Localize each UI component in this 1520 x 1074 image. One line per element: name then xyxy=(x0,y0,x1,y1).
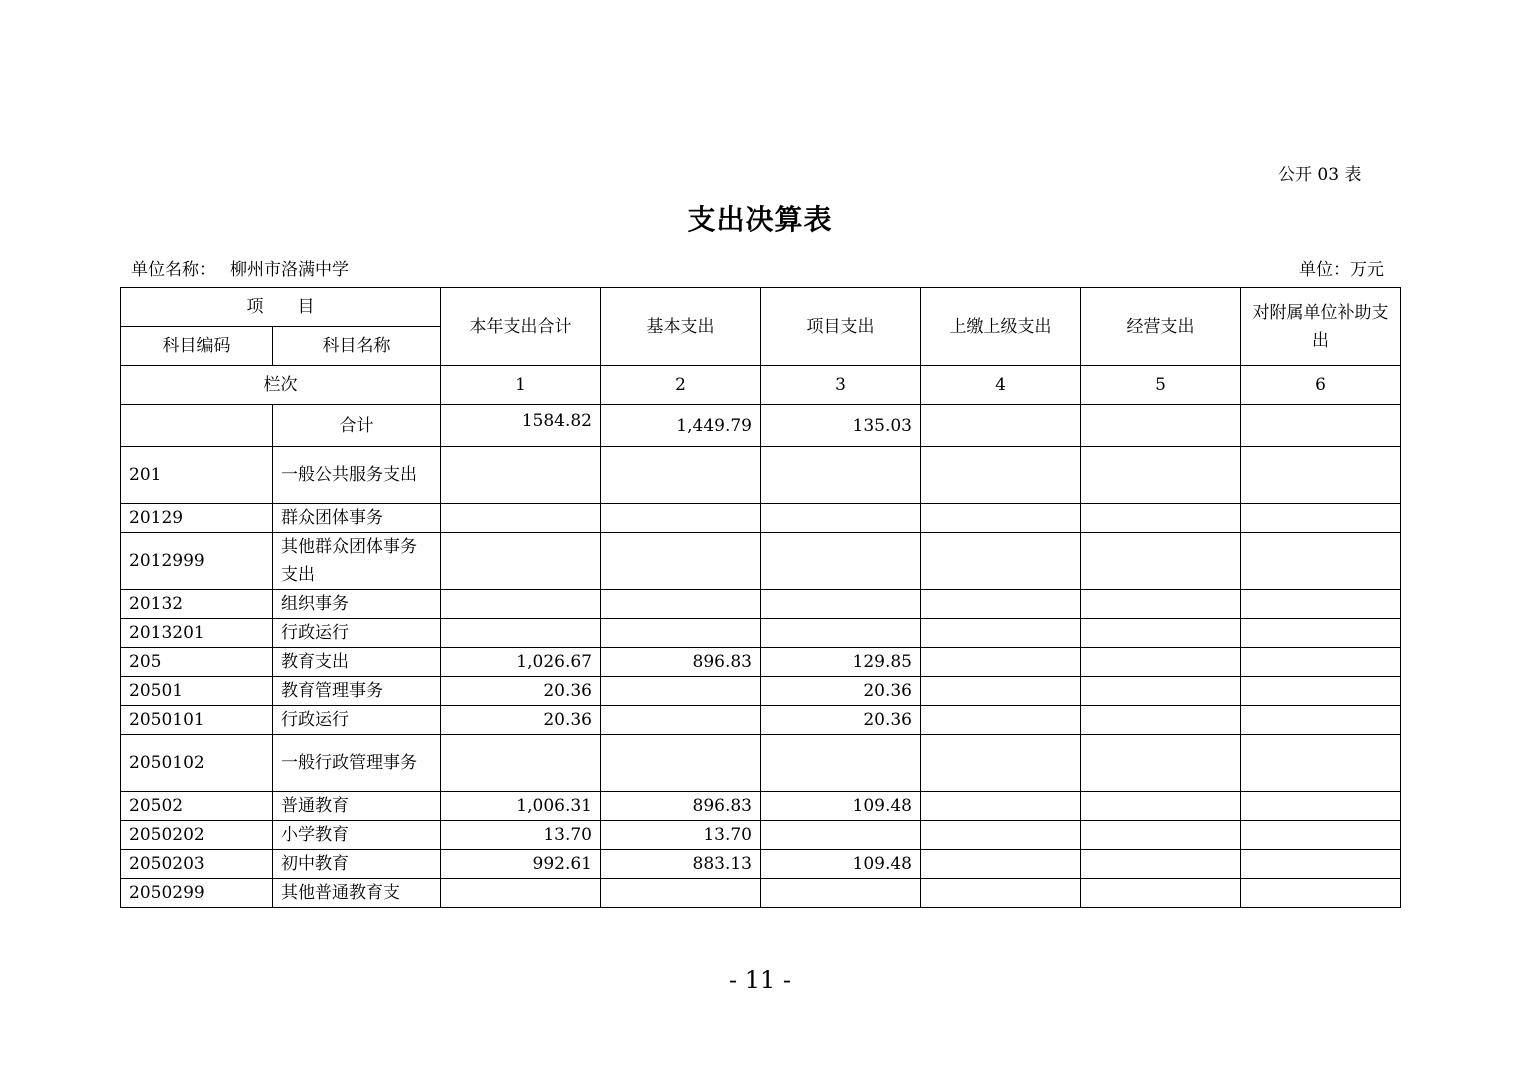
header-subject-name: 科目名称 xyxy=(273,327,441,366)
row-upper xyxy=(921,447,1081,504)
row-upper xyxy=(921,619,1081,648)
expenditure-table xyxy=(120,287,1401,908)
row-business xyxy=(1081,735,1241,792)
table-row xyxy=(121,735,1401,792)
table-row xyxy=(121,447,1401,504)
table-row xyxy=(121,792,1401,821)
table-row xyxy=(121,879,1401,908)
row-code: 2050202 xyxy=(121,821,273,850)
col-num-2: 2 xyxy=(601,366,761,405)
row-code: 2050102 xyxy=(121,735,273,792)
table-row xyxy=(121,677,1401,706)
row-name: 其他普通教育支 xyxy=(273,879,441,908)
row-project: 20.36 xyxy=(761,706,921,735)
row-business xyxy=(1081,533,1241,590)
row-code: 20501 xyxy=(121,677,273,706)
row-basic xyxy=(601,879,761,908)
row-basic xyxy=(601,447,761,504)
row-name: 教育支出 xyxy=(273,648,441,677)
total-sum: 1584.82 xyxy=(441,405,601,447)
row-subsidy xyxy=(1241,677,1401,706)
row-upper xyxy=(921,533,1081,590)
row-name: 一般公共服务支出 xyxy=(273,447,441,504)
row-business xyxy=(1081,706,1241,735)
row-subsidy xyxy=(1241,533,1401,590)
col-num-3: 3 xyxy=(761,366,921,405)
row-business xyxy=(1081,821,1241,850)
row-business xyxy=(1081,850,1241,879)
row-subsidy xyxy=(1241,504,1401,533)
row-total: 20.36 xyxy=(441,706,601,735)
row-business xyxy=(1081,590,1241,619)
row-basic: 13.70 xyxy=(601,821,761,850)
row-subsidy xyxy=(1241,821,1401,850)
row-project xyxy=(761,590,921,619)
row-total: 13.70 xyxy=(441,821,601,850)
row-project xyxy=(761,619,921,648)
row-upper xyxy=(921,648,1081,677)
row-total: 1,026.67 xyxy=(441,648,601,677)
total-label: 合计 xyxy=(273,405,441,447)
row-basic xyxy=(601,533,761,590)
row-basic xyxy=(601,619,761,648)
row-code: 2013201 xyxy=(121,619,273,648)
header-column-index: 栏次 xyxy=(121,366,441,405)
row-upper xyxy=(921,821,1081,850)
table-row xyxy=(121,706,1401,735)
page-title: 支出决算表 xyxy=(687,203,833,236)
table-row xyxy=(121,504,1401,533)
row-project xyxy=(761,821,921,850)
row-code: 2012999 xyxy=(121,533,273,590)
page-number: - 11 - xyxy=(728,966,791,994)
row-code: 20132 xyxy=(121,590,273,619)
row-code: 2050203 xyxy=(121,850,273,879)
row-name: 其他群众团体事务支出 xyxy=(273,533,441,590)
row-name: 行政运行 xyxy=(273,706,441,735)
row-name: 一般行政管理事务 xyxy=(273,735,441,792)
row-name: 普通教育 xyxy=(273,792,441,821)
row-total xyxy=(441,735,601,792)
row-code: 201 xyxy=(121,447,273,504)
row-upper xyxy=(921,879,1081,908)
table-row xyxy=(121,821,1401,850)
table-row xyxy=(121,590,1401,619)
row-business xyxy=(1081,648,1241,677)
row-code: 2050101 xyxy=(121,706,273,735)
row-total xyxy=(441,447,601,504)
row-basic xyxy=(601,504,761,533)
row-basic xyxy=(601,735,761,792)
row-name: 初中教育 xyxy=(273,850,441,879)
row-project xyxy=(761,735,921,792)
col-num-1: 1 xyxy=(441,366,601,405)
row-name: 小学教育 xyxy=(273,821,441,850)
row-project xyxy=(761,533,921,590)
row-subsidy xyxy=(1241,850,1401,879)
header-total: 本年支出合计 xyxy=(441,288,601,366)
header-subsidy: 对附属单位补助支出 xyxy=(1241,288,1401,366)
total-business xyxy=(1081,405,1241,447)
row-subsidy xyxy=(1241,735,1401,792)
row-upper xyxy=(921,735,1081,792)
row-basic: 883.13 xyxy=(601,850,761,879)
table-row xyxy=(121,648,1401,677)
row-code: 20129 xyxy=(121,504,273,533)
row-project: 109.48 xyxy=(761,792,921,821)
row-business xyxy=(1081,792,1241,821)
row-basic xyxy=(601,706,761,735)
row-subsidy xyxy=(1241,706,1401,735)
header-project: 项目支出 xyxy=(761,288,921,366)
row-project xyxy=(761,447,921,504)
row-project xyxy=(761,879,921,908)
table-row xyxy=(121,850,1401,879)
header-business: 经营支出 xyxy=(1081,288,1241,366)
col-num-5: 5 xyxy=(1081,366,1241,405)
row-basic xyxy=(601,590,761,619)
row-total xyxy=(441,619,601,648)
unit-name-label: 单位名称： xyxy=(131,260,216,280)
row-basic: 896.83 xyxy=(601,648,761,677)
header-subject-code: 科目编码 xyxy=(121,327,273,366)
row-code: 205 xyxy=(121,648,273,677)
row-upper xyxy=(921,792,1081,821)
total-basic: 1,449.79 xyxy=(601,405,761,447)
row-name: 行政运行 xyxy=(273,619,441,648)
row-total: 20.36 xyxy=(441,677,601,706)
row-business xyxy=(1081,677,1241,706)
unit-name-value: 柳州市洛满中学 xyxy=(230,260,349,280)
currency-unit: 单位：万元 xyxy=(1299,260,1384,280)
row-subsidy xyxy=(1241,619,1401,648)
row-total: 992.61 xyxy=(441,850,601,879)
row-project: 20.36 xyxy=(761,677,921,706)
row-business xyxy=(1081,447,1241,504)
row-name: 教育管理事务 xyxy=(273,677,441,706)
row-basic: 896.83 xyxy=(601,792,761,821)
row-code: 2050299 xyxy=(121,879,273,908)
header-basic: 基本支出 xyxy=(601,288,761,366)
form-number: 公开 03 表 xyxy=(1278,165,1362,185)
header-item: 项 目 xyxy=(121,288,441,327)
row-code: 20502 xyxy=(121,792,273,821)
row-name: 群众团体事务 xyxy=(273,504,441,533)
row-upper xyxy=(921,677,1081,706)
row-business xyxy=(1081,504,1241,533)
table-row xyxy=(121,533,1401,590)
row-business xyxy=(1081,879,1241,908)
row-subsidy xyxy=(1241,792,1401,821)
row-project: 109.48 xyxy=(761,850,921,879)
total-code xyxy=(121,405,273,447)
row-upper xyxy=(921,706,1081,735)
row-total: 1,006.31 xyxy=(441,792,601,821)
row-total xyxy=(441,590,601,619)
total-upper xyxy=(921,405,1081,447)
header-upper: 上缴上级支出 xyxy=(921,288,1081,366)
row-project xyxy=(761,504,921,533)
row-total xyxy=(441,879,601,908)
row-subsidy xyxy=(1241,648,1401,677)
row-total xyxy=(441,533,601,590)
row-total xyxy=(441,504,601,533)
unit-name-line xyxy=(131,255,349,280)
total-project: 135.03 xyxy=(761,405,921,447)
col-num-4: 4 xyxy=(921,366,1081,405)
row-upper xyxy=(921,850,1081,879)
table-row xyxy=(121,619,1401,648)
col-num-6: 6 xyxy=(1241,366,1401,405)
row-business xyxy=(1081,619,1241,648)
row-subsidy xyxy=(1241,590,1401,619)
row-project: 129.85 xyxy=(761,648,921,677)
row-subsidy xyxy=(1241,879,1401,908)
row-basic xyxy=(601,677,761,706)
total-row xyxy=(121,405,1401,447)
total-subsidy xyxy=(1241,405,1401,447)
row-name: 组织事务 xyxy=(273,590,441,619)
row-upper xyxy=(921,504,1081,533)
row-subsidy xyxy=(1241,447,1401,504)
row-upper xyxy=(921,590,1081,619)
